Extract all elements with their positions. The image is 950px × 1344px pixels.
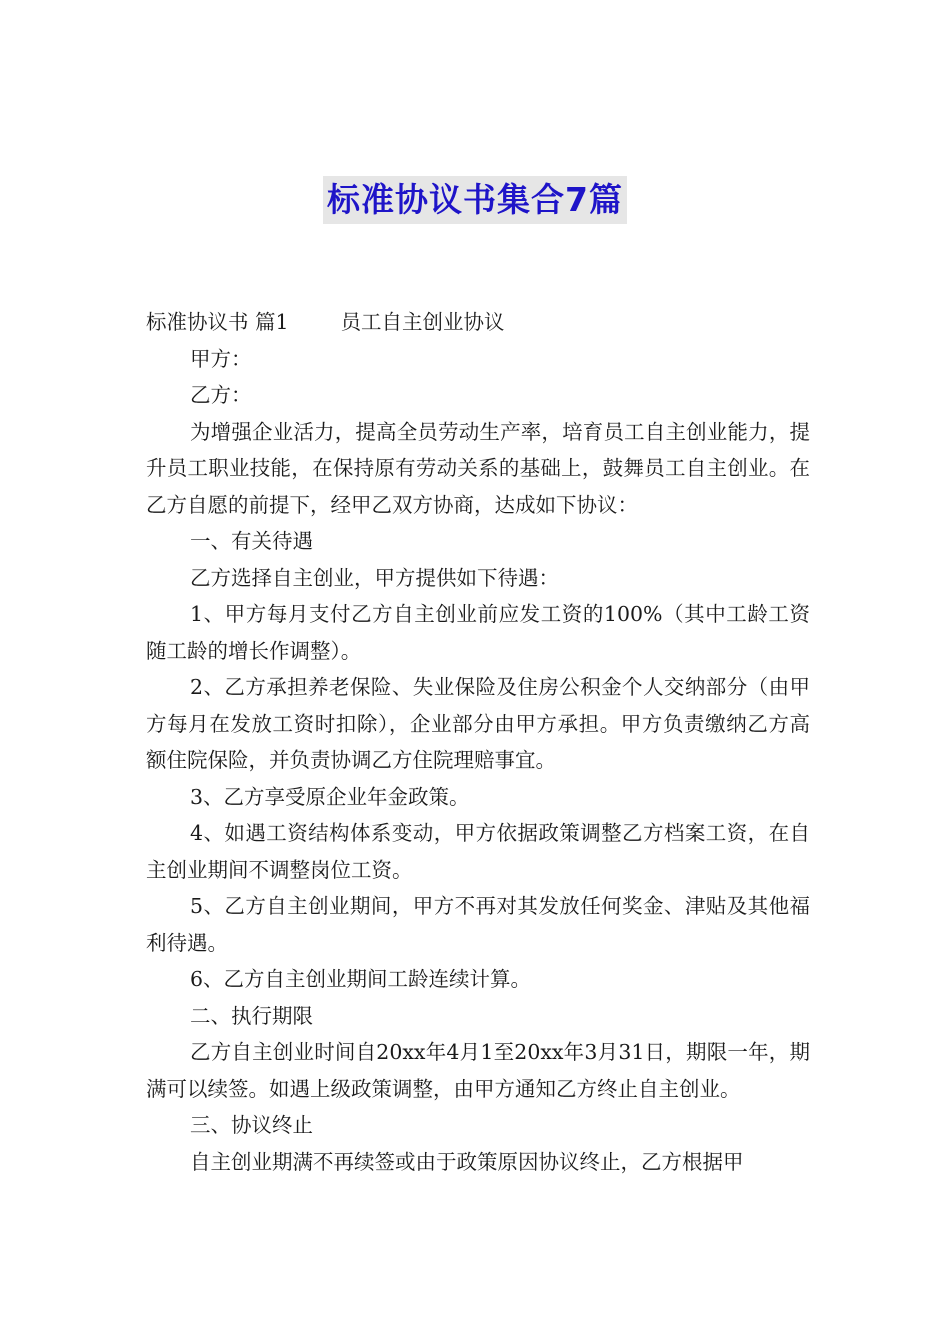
paragraph-heading-2: 二、执行期限 (190, 1003, 313, 1028)
section-label: 标准协议书 篇1 (146, 310, 289, 334)
paragraph-treatment-intro: 乙方选择自主创业，甲方提供如下待遇： (190, 565, 559, 590)
title-container (0, 176, 950, 224)
paragraph-term: 乙方自主创业时间自20xx年4月1至20xx年3月31日，期限一年，期满可以续签。如遇上级政策调整，由甲方通知乙方终止自主创业。 (146, 1040, 810, 1101)
section-subtitle: 员工自主创业协议 (340, 310, 505, 334)
paragraph-item-5: 5、乙方自主创业期间，甲方不再对其发放任何奖金、津贴及其他福利待遇。 (146, 894, 810, 955)
paragraph-party-b: 乙方： (190, 383, 252, 407)
paragraph-item-6: 6、乙方自主创业期间工龄连续计算。 (190, 967, 532, 991)
paragraph-item-3: 3、乙方享受原企业年金政策。 (190, 784, 470, 809)
paragraph-item-1: 1、甲方每月支付乙方自主创业前应发工资的100%（其中工龄工资随工龄的增长作调整）。 (146, 602, 810, 663)
paragraph-item-4: 4、如遇工资结构体系变动，甲方依据政策调整乙方档案工资，在自主创业期间不调整岗位工资。 (146, 821, 810, 882)
document-title: 标准协议书集合7篇 (323, 176, 627, 224)
paragraph-party-a: 甲方： (190, 346, 252, 371)
paragraph-heading-3: 三、协议终止 (190, 1113, 313, 1137)
paragraph-termination: 自主创业期满不再续签或由于政策原因协议终止，乙方根据甲 (190, 1149, 744, 1174)
paragraph-intro: 为增强企业活力，提高全员劳动生产率，培育员工自主创业能力，提升员工职业技能，在保持原有劳动关系的基础上，鼓舞员工自主创业。在乙方自愿的前提下，经甲乙双方协商，达成如下协议： (146, 419, 810, 517)
paragraph-item-2: 2、乙方承担养老保险、失业保险及住房公积金个人交纳部分（由甲方每月在发放工资时扣除），企业部分由甲方承担。甲方负责缴纳乙方高额住院保险，并负责协调乙方住院理赔事宜。 (146, 675, 810, 772)
document-body (146, 304, 810, 1180)
paragraph-heading-1: 一、有关待遇 (190, 529, 313, 553)
section-heading (146, 304, 810, 341)
